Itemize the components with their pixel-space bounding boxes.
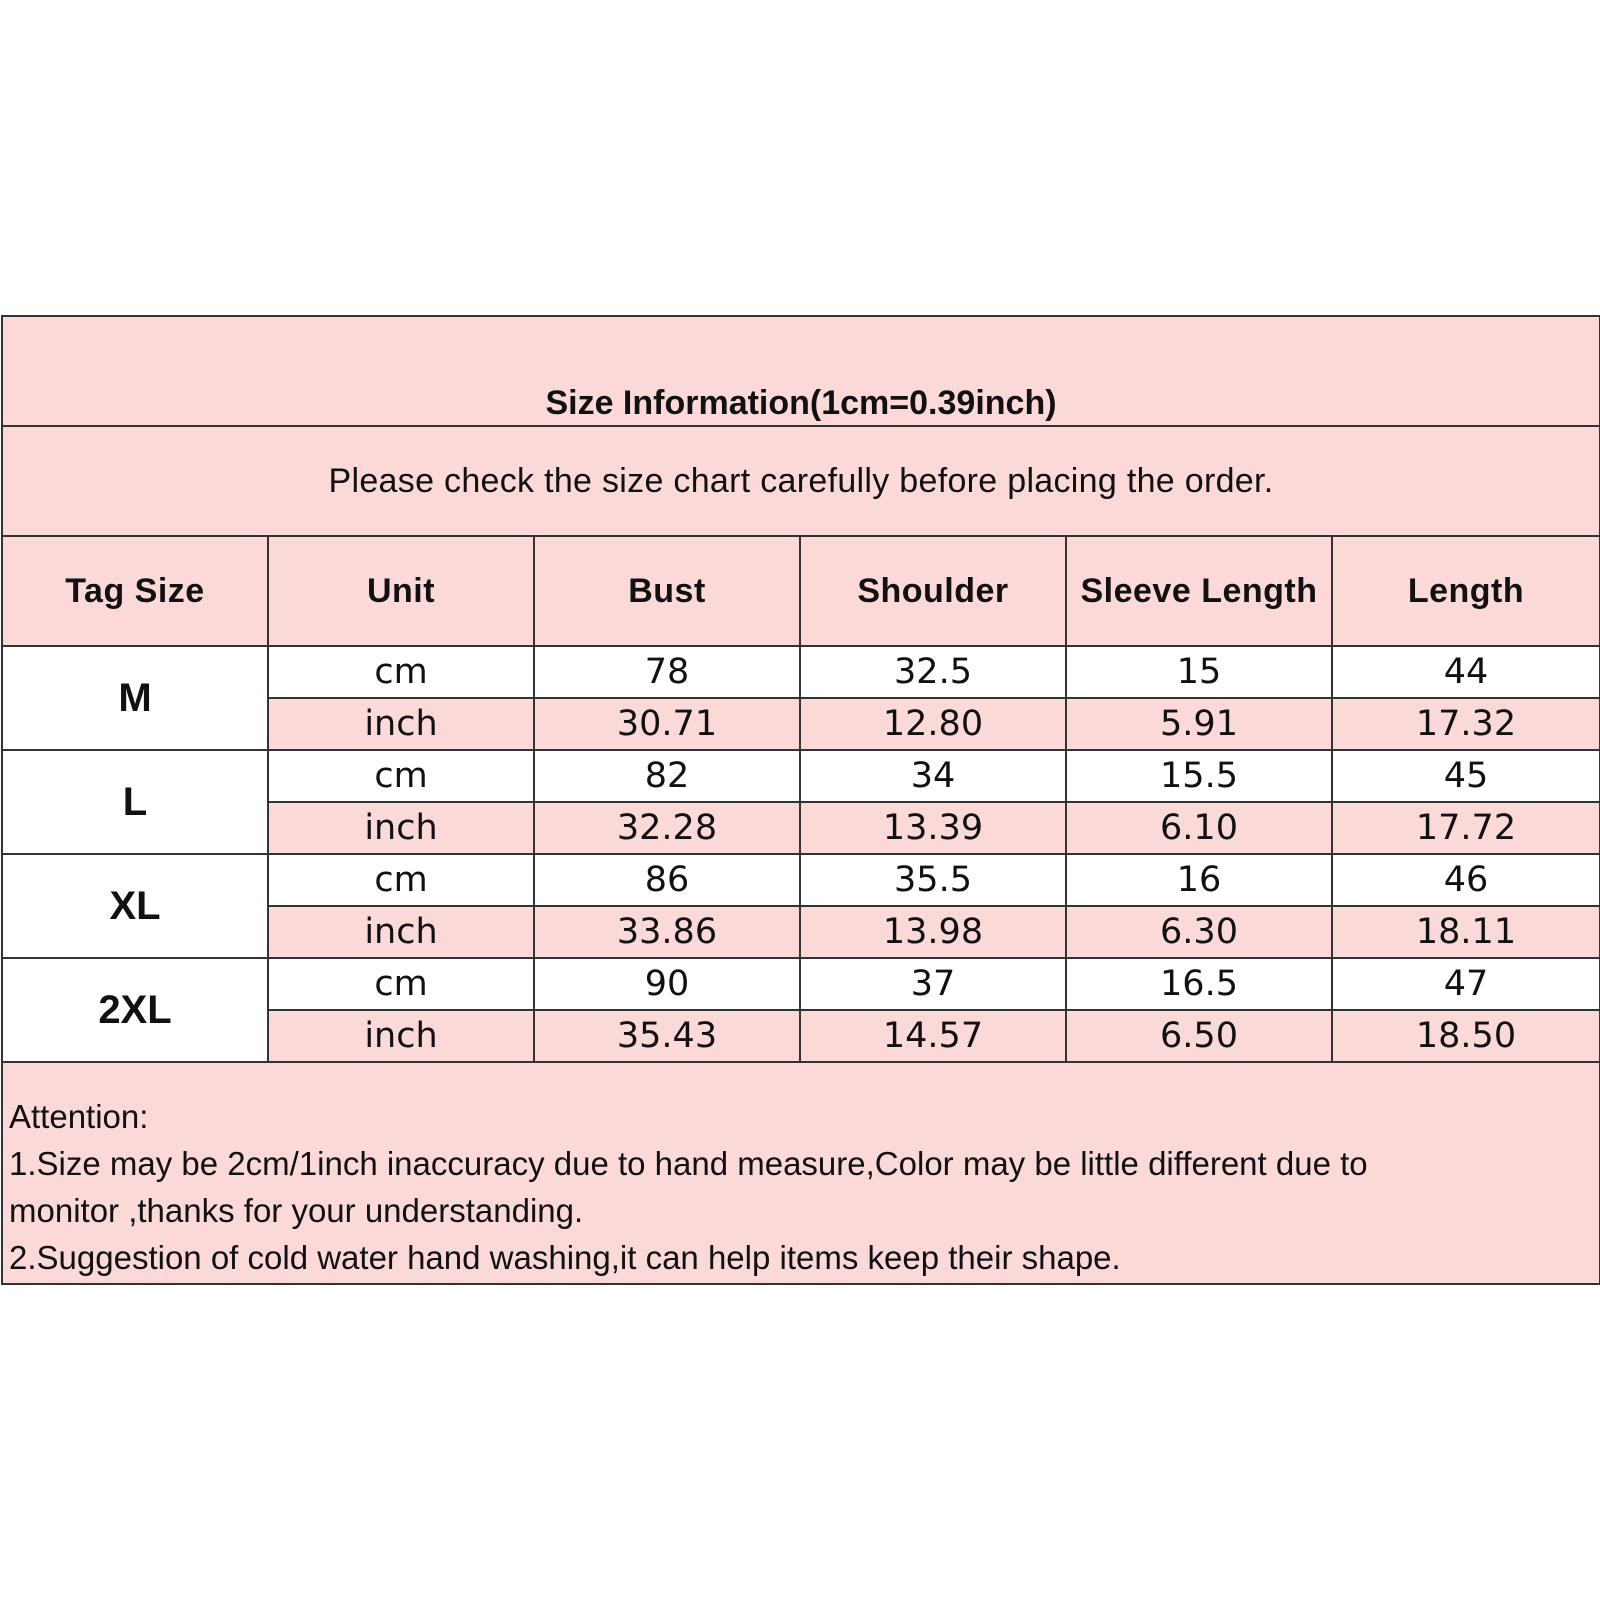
- shoulder-cell: 13.98: [800, 906, 1066, 958]
- header-unit: Unit: [268, 536, 534, 646]
- table-title-text: Size Information(1cm=0.39inch): [545, 384, 1057, 422]
- header-tag-size: Tag Size: [2, 536, 268, 646]
- shoulder-cell: 12.80: [800, 698, 1066, 750]
- bust-cell: 78: [534, 646, 800, 698]
- attention-heading: Attention:: [9, 1098, 149, 1135]
- table-row: [2, 854, 1600, 906]
- title-row: [2, 316, 1600, 426]
- subtitle-row: [2, 426, 1600, 536]
- table-row: [2, 646, 1600, 698]
- shoulder-cell: 34: [800, 750, 1066, 802]
- unit-cell: inch: [268, 698, 534, 750]
- unit-cell: cm: [268, 750, 534, 802]
- unit-cell: cm: [268, 854, 534, 906]
- size-chart-table: [1, 315, 1600, 1285]
- tag-size-cell: 2XL: [2, 958, 268, 1062]
- tag-size-cell: M: [2, 646, 268, 750]
- length-cell: 47: [1332, 958, 1600, 1010]
- attention-note-line: 1.Size may be 2cm/1inch inaccuracy due to hand measure,Color may be little different due to: [9, 1145, 1368, 1182]
- sleeve-length-cell: 15: [1066, 646, 1332, 698]
- sleeve-length-cell: 5.91: [1066, 698, 1332, 750]
- bust-cell: 82: [534, 750, 800, 802]
- shoulder-cell: 37: [800, 958, 1066, 1010]
- table-row: [2, 958, 1600, 1010]
- attention-notes: [2, 1062, 1600, 1284]
- length-cell: 46: [1332, 854, 1600, 906]
- bust-cell: 30.71: [534, 698, 800, 750]
- shoulder-cell: 35.5: [800, 854, 1066, 906]
- header-sleeve-length: Sleeve Length: [1066, 536, 1332, 646]
- length-cell: 18.11: [1332, 906, 1600, 958]
- bust-cell: 35.43: [534, 1010, 800, 1062]
- bust-cell: 32.28: [534, 802, 800, 854]
- tag-size-cell: XL: [2, 854, 268, 958]
- unit-cell: inch: [268, 1010, 534, 1062]
- unit-cell: inch: [268, 906, 534, 958]
- length-cell: 17.32: [1332, 698, 1600, 750]
- sleeve-length-cell: 16: [1066, 854, 1332, 906]
- shoulder-cell: 13.39: [800, 802, 1066, 854]
- shoulder-cell: 14.57: [800, 1010, 1066, 1062]
- shoulder-cell: 32.5: [800, 646, 1066, 698]
- sleeve-length-cell: 6.30: [1066, 906, 1332, 958]
- header-length: Length: [1332, 536, 1600, 646]
- bust-cell: 90: [534, 958, 800, 1010]
- header-bust: Bust: [534, 536, 800, 646]
- length-cell: 18.50: [1332, 1010, 1600, 1062]
- table-row: [2, 750, 1600, 802]
- sleeve-length-cell: 6.10: [1066, 802, 1332, 854]
- sleeve-length-cell: 16.5: [1066, 958, 1332, 1010]
- table-title: [2, 316, 1600, 426]
- tag-size-cell: L: [2, 750, 268, 854]
- length-cell: 45: [1332, 750, 1600, 802]
- header-shoulder: Shoulder: [800, 536, 1066, 646]
- length-cell: 44: [1332, 646, 1600, 698]
- attention-note-line: monitor ,thanks for your understanding.: [9, 1192, 584, 1229]
- bust-cell: 33.86: [534, 906, 800, 958]
- unit-cell: cm: [268, 958, 534, 1010]
- sleeve-length-cell: 15.5: [1066, 750, 1332, 802]
- attention-note-line: 2.Suggestion of cold water hand washing,it can help items keep their shape.: [9, 1239, 1121, 1276]
- unit-cell: cm: [268, 646, 534, 698]
- notes-row: [2, 1062, 1600, 1284]
- header-row: [2, 536, 1600, 646]
- table-subtitle: Please check the size chart carefully before placing the order.: [2, 426, 1600, 536]
- length-cell: 17.72: [1332, 802, 1600, 854]
- unit-cell: inch: [268, 802, 534, 854]
- bust-cell: 86: [534, 854, 800, 906]
- sleeve-length-cell: 6.50: [1066, 1010, 1332, 1062]
